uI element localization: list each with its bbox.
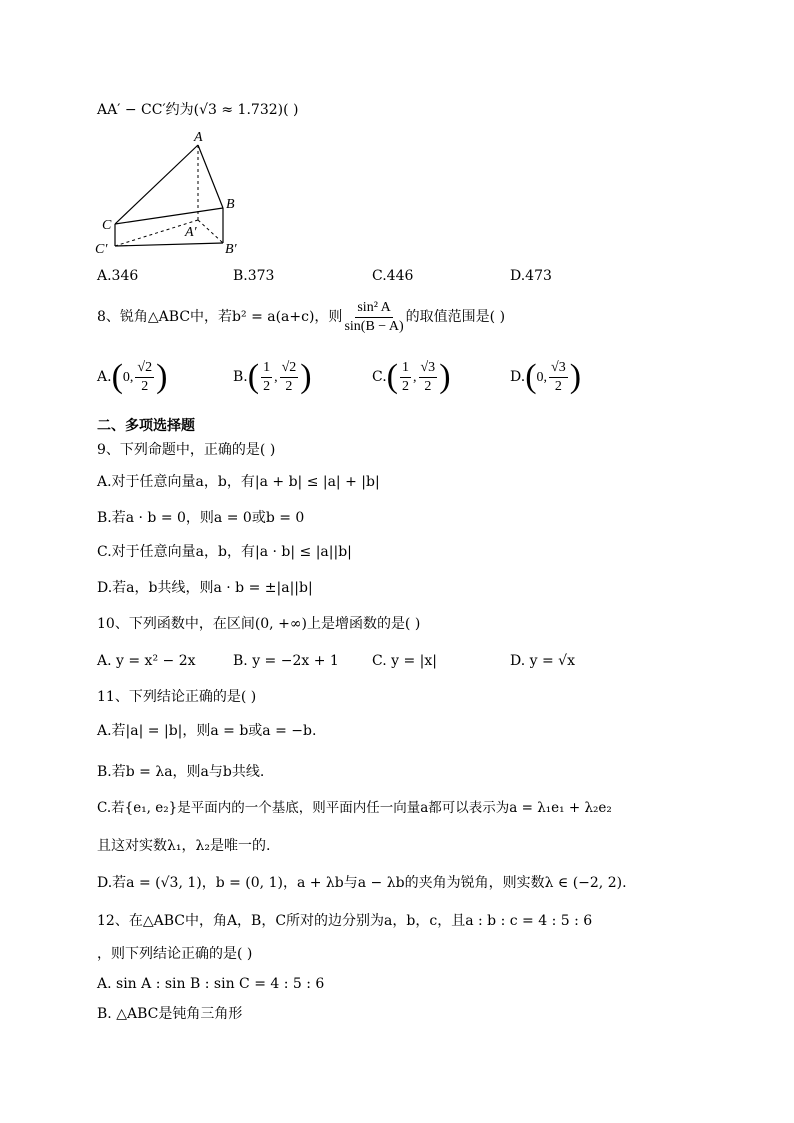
q9-option-b: B.若a · b = 0，则a = 0或b = 0: [97, 510, 305, 526]
q8-stem-prefix: 8、锐角△ABC中，若b² = a(a+c)，则: [97, 309, 343, 325]
q12-option-a: A. sin A : sin B : sin C = 4 : 5 : 6: [97, 976, 325, 992]
q12-option-b: B. △ABC是钝角三角形: [97, 1006, 243, 1022]
q11-option-d: D.若a = (√3, 1)，b = (0, 1)，a + λb与a − λb的夹角为锐角，则实数λ ∈ (−2, 2).: [97, 875, 627, 891]
label-C: C: [102, 218, 112, 233]
q9-option-a: A.对于任意向量a，b，有|a + b| ≤ |a| + |b|: [97, 474, 380, 490]
q8-option-b: B.( $\frac{1}{2}$ , $\frac{√2}{2}$ ): [233, 358, 312, 395]
q7-option-d: D.473: [510, 268, 552, 284]
prism-figure: [95, 128, 255, 258]
q11-option-a: A.若|a| = |b|，则a = b或a = −b.: [97, 723, 317, 739]
label-A-prime: A′: [185, 225, 197, 240]
q8-stem: [97, 296, 505, 338]
q10-option-c: C. y = |x|: [372, 653, 437, 669]
label-B-prime: B′: [225, 242, 237, 257]
label-C-prime: C′: [95, 242, 108, 257]
q10-stem: 10、下列函数中，在区间(0, +∞)上是增函数的是( ): [97, 616, 421, 632]
q9-option-d: D.若a，b共线，则a · b = ±|a||b|: [97, 580, 313, 596]
label-A: A: [194, 130, 203, 145]
section-2-heading: 二、多项选择题: [97, 418, 195, 434]
q7-option-b: B.373: [233, 268, 275, 284]
q8-option-c: C.( $\frac{1}{2}$ , $\frac{√3}{2}$ ): [372, 358, 451, 395]
q8-option-a: A.(0, $\frac{√2}{2}$ ): [97, 358, 168, 395]
q11-stem: 11、下列结论正确的是( ): [97, 689, 257, 705]
q10-option-b: B. y = −2x + 1: [233, 653, 339, 669]
q11-option-c: C.若{e₁, e₂}是平面内的一个基底，则平面内任一向量a都可以表示为a = λ₁e₁ + λ₂e₂: [97, 800, 612, 816]
q11-option-b: B.若b = λa，则a与b共线.: [97, 764, 265, 780]
q10-option-a: A. y = x² − 2x: [97, 653, 196, 669]
q7-stem-tail: AA′ − CC′约为(√3 ≈ 1.732)( ): [97, 102, 299, 118]
label-B: B: [226, 197, 235, 212]
q8-stem-suffix: 的取值范围是( ): [405, 309, 506, 325]
q8-option-d: D.(0, $\frac{√3}{2}$ ): [510, 358, 582, 395]
q9-option-c: C.对于任意向量a，b，有|a · b| ≤ |a||b|: [97, 544, 352, 560]
q9-stem: 9、下列命题中，正确的是( ): [97, 442, 276, 458]
q8-fraction: $\frac{\text{sin² A}}{\sin(B - A)}$: [344, 299, 404, 334]
q7-option-a: A.346: [97, 268, 139, 284]
q7-option-c: C.446: [372, 268, 414, 284]
q12-stem: 12、在△ABC中，角A，B，C所对的边分别为a，b，c，且a : b : c = 4 : 5 : 6: [97, 913, 593, 929]
q11-option-c-cont: 且这对实数λ₁，λ₂是唯一的.: [97, 838, 271, 854]
q12-stem-cont: ，则下列结论正确的是( ): [97, 946, 253, 962]
q10-option-d: D. y = √x: [510, 653, 575, 669]
